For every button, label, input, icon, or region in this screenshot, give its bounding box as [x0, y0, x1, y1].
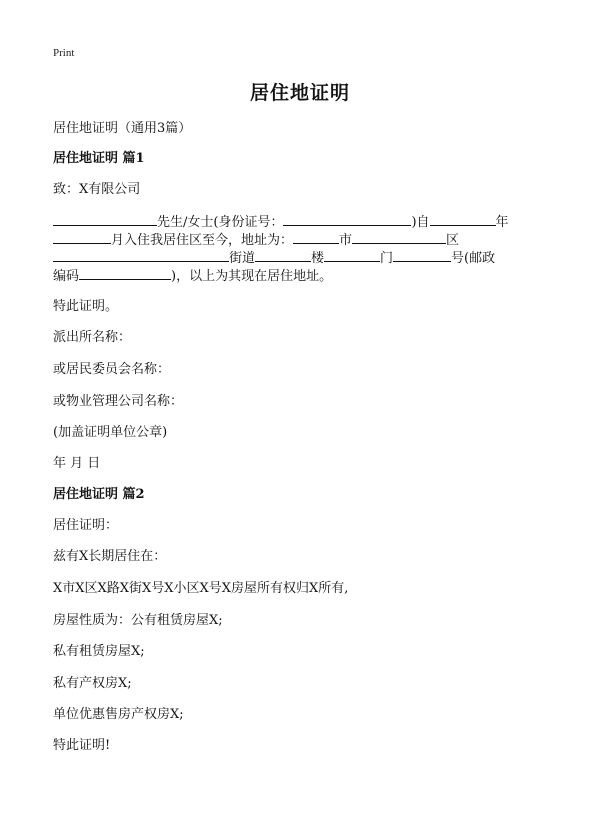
greeting: 致：X有限公司 [53, 182, 141, 197]
committee-label: 或居民委员会名称： [53, 362, 171, 377]
form-text-city: 市 [339, 233, 353, 248]
form-text-year: 年 [495, 215, 509, 230]
form-line-2 [53, 231, 459, 249]
postcode-blank [79, 267, 171, 280]
form-text-number-postal: 号(邮政 [451, 251, 496, 266]
street-blank [53, 249, 229, 262]
police-station-label: 派出所名称： [53, 330, 132, 345]
building-blank [255, 249, 311, 262]
property-company-label: 或物业管理公司名称： [53, 394, 184, 409]
form-line-3 [53, 249, 495, 267]
form-text-ending: )，以上为其现在居住地址。 [171, 269, 333, 284]
form-text-from: )自 [411, 215, 430, 230]
month-blank [53, 231, 111, 244]
id-number-blank [283, 213, 411, 226]
form-text-district: 区 [446, 233, 460, 248]
form-line-1 [53, 213, 509, 231]
section1-heading: 居住地证明 篇1 [53, 151, 145, 166]
certify-text-2: 特此证明! [53, 738, 111, 753]
print-label: Print [53, 47, 75, 59]
residence-address: X市X区X路X街X号X小区X号X房屋所有权归X所有, [53, 581, 349, 596]
date-line: 年 月 日 [53, 456, 101, 471]
form-text-postcode: 编码 [53, 269, 80, 284]
name-blank [53, 213, 157, 226]
house-nature: 房屋性质为：公有租赁房屋X; [53, 613, 223, 628]
form-text-building: 楼 [311, 251, 325, 266]
certify-text: 特此证明。 [53, 299, 119, 314]
district-blank [352, 231, 446, 244]
form-text-door: 门 [380, 251, 394, 266]
number-blank [393, 249, 451, 262]
seal-note: (加盖证明单位公章) [53, 425, 168, 440]
year-blank [430, 213, 496, 226]
form-line-4 [53, 267, 332, 285]
private-rent-house: 私有租赁房屋X; [53, 644, 145, 659]
residence-intro: 兹有X长期居住在： [53, 549, 167, 564]
city-blank [293, 231, 339, 244]
residence-proof-label: 居住证明： [53, 518, 119, 533]
form-text-month-moved: 月入住我居住区至今，地址为： [111, 233, 294, 248]
subtitle: 居住地证明（通用3篇） [53, 121, 192, 136]
door-blank [324, 249, 380, 262]
form-text-street: 街道 [229, 251, 256, 266]
form-text-mr-ms: 先生/女士(身份证号： [157, 215, 284, 230]
unit-discount-house: 单位优惠售房产权房X; [53, 707, 184, 722]
page-title: 居住地证明 [249, 82, 350, 104]
private-property-house: 私有产权房X; [53, 676, 132, 691]
section2-heading: 居住地证明 篇2 [53, 487, 145, 502]
